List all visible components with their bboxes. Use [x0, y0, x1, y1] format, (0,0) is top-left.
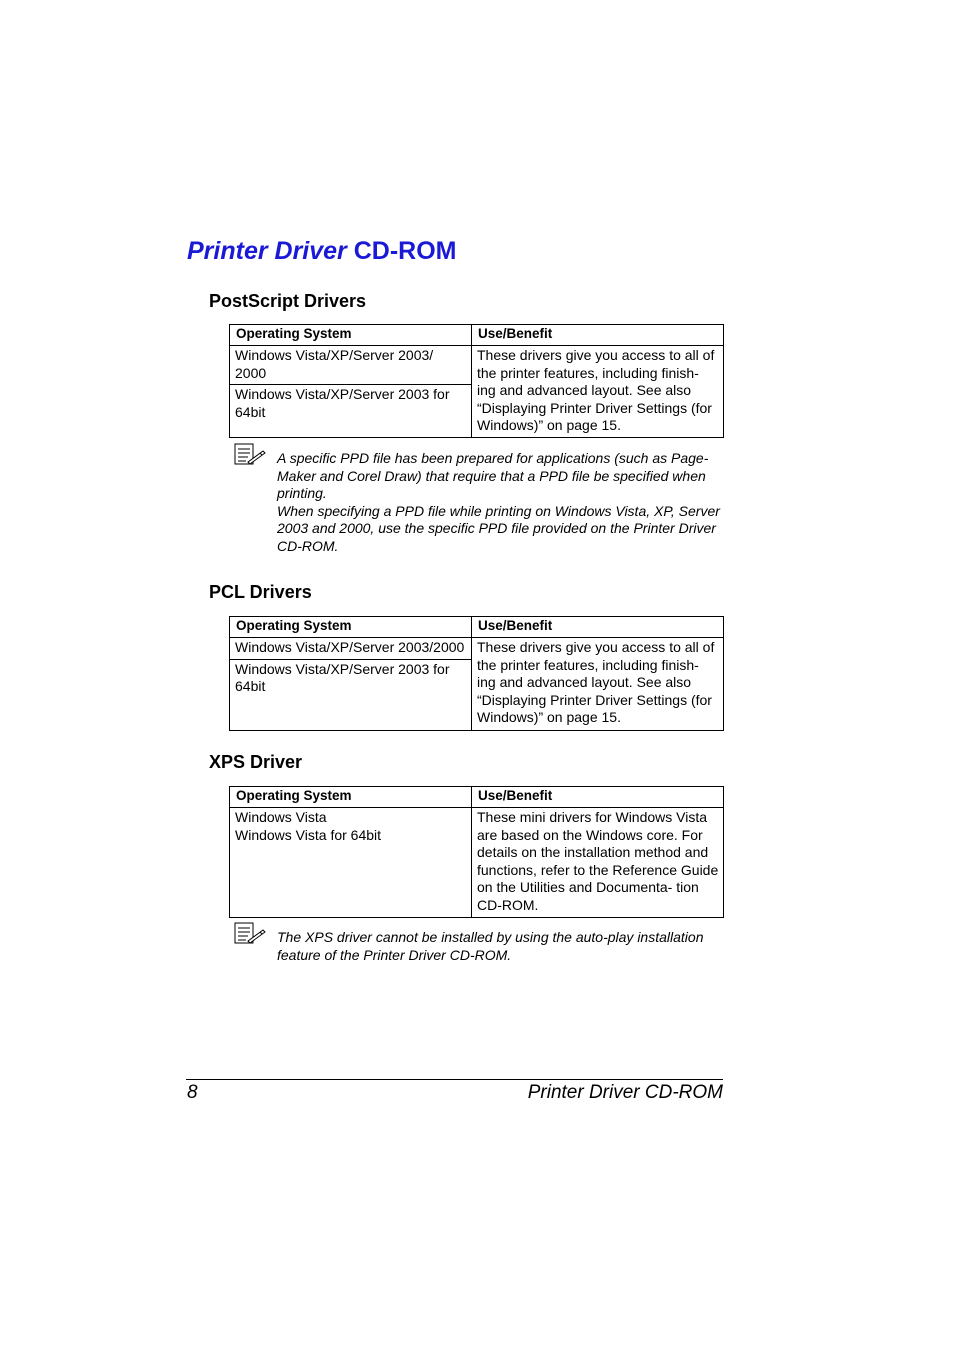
footer-title: Printer Driver CD-ROM: [527, 1082, 723, 1103]
os-cell: Windows Vista/XP/Server 2003/ 2000: [230, 346, 472, 385]
table-header-row: [230, 325, 724, 346]
col-header-benefit: Use/Benefit: [472, 617, 724, 638]
col-header-os: Operating System: [230, 617, 472, 638]
os-line: Windows Vista for 64bit: [235, 826, 382, 843]
note-paragraph: A specific PPD file has been prepared for applications (such as Page- Maker and Corel Draw) that require that a PPD file be specified when printing.: [277, 450, 709, 502]
table-row: [230, 638, 724, 660]
note-pencil-icon: [234, 922, 266, 944]
page-title-rest: CD-ROM: [346, 237, 457, 265]
note-xps: [277, 929, 727, 964]
note-paragraph: When specifying a PPD file while printing on Windows Vista, XP, Server 2003 and 2000, use the specific PPD file provided on the Printer Driver CD-ROM.: [277, 502, 720, 554]
heading-pcl-drivers: PCL Drivers: [209, 582, 312, 602]
page-number: 8: [187, 1082, 198, 1103]
col-header-os: Operating System: [230, 787, 472, 808]
pcl-drivers-table: [229, 616, 724, 731]
note-pencil-icon: [234, 443, 266, 465]
benefit-cell: These drivers give you access to all of the printer features, including finish- ing and advanced layout. See also “Displaying Printer Driver Settings (for Windows)” on page 15.: [472, 638, 724, 731]
postscript-drivers-table: [229, 324, 724, 438]
table-header-row: [230, 787, 724, 808]
table-header-row: [230, 617, 724, 638]
col-header-os: Operating System: [230, 325, 472, 346]
col-header-benefit: Use/Benefit: [472, 787, 724, 808]
benefit-cell: These mini drivers for Windows Vista are based on the Windows core. For details on the installation method and functions, refer to the Reference Guide on the Utilities and Documenta- tion CD-ROM.: [472, 808, 724, 918]
os-cell: [230, 808, 472, 918]
footer-divider: [186, 1079, 723, 1080]
heading-postscript-drivers: PostScript Drivers: [209, 291, 367, 311]
note-paragraph: The XPS driver cannot be installed by using the auto-play installation feature of the Printer Driver CD-ROM.: [277, 929, 704, 963]
os-cell: Windows Vista/XP/Server 2003 for 64bit: [230, 385, 472, 438]
page-title-italic: Printer Driver: [187, 237, 347, 265]
os-line: Windows Vista: [235, 809, 327, 825]
page-title: [187, 234, 457, 268]
benefit-cell: These drivers give you access to all of the printer features, including finish- ing and advanced layout. See also “Displaying Printer Driver Settings (for Windows)” on page 15.: [472, 346, 724, 438]
table-row: [230, 346, 724, 385]
os-cell: Windows Vista/XP/Server 2003 for 64bit: [230, 659, 472, 730]
table-row: [230, 808, 724, 918]
note-postscript: [277, 450, 727, 556]
col-header-benefit: Use/Benefit: [472, 325, 724, 346]
xps-driver-table: [229, 786, 724, 918]
heading-xps-driver: XPS Driver: [209, 752, 303, 772]
os-cell: Windows Vista/XP/Server 2003/2000: [230, 638, 472, 660]
